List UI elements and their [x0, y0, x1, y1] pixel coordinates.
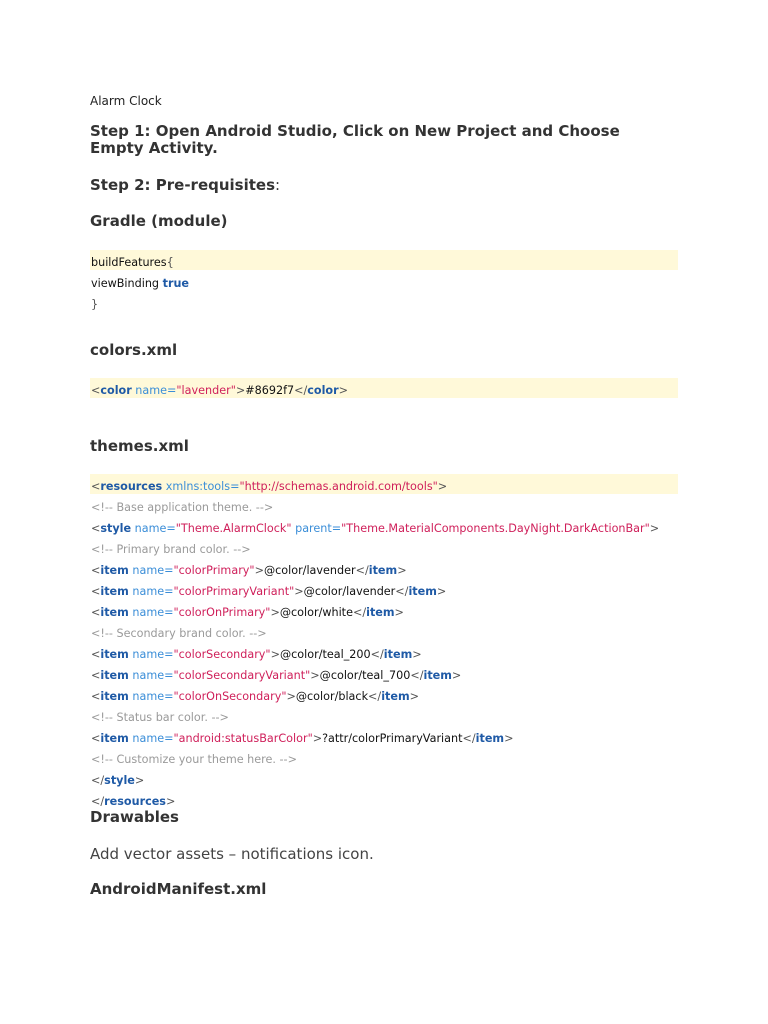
code-brace: }	[91, 298, 99, 311]
gradle-heading: Gradle (module)	[90, 212, 228, 230]
code-punct: >	[254, 564, 264, 577]
code-attr: name	[128, 585, 165, 598]
themes-item-line	[91, 648, 422, 662]
code-tag: item	[475, 732, 505, 745]
code-value: "lavender"	[176, 384, 236, 397]
code-punct: >	[409, 690, 420, 703]
code-punct: </	[368, 690, 382, 703]
step2-label: Step 2: Pre-requisites	[90, 176, 276, 194]
code-punct: >	[270, 606, 280, 619]
code-punct: <	[91, 606, 101, 619]
code-tag: resources	[100, 480, 163, 493]
code-value: "android:statusBarColor"	[173, 732, 313, 745]
code-tag: item	[366, 606, 395, 619]
code-eq: =	[164, 564, 174, 577]
code-punct: <	[91, 564, 101, 577]
themes-comment-status: <!-- Status bar color. -->	[91, 711, 229, 724]
code-eq: =	[331, 522, 342, 535]
code-punct: >	[451, 669, 462, 682]
drawables-heading: Drawables	[90, 808, 179, 826]
code-eq: =	[164, 606, 174, 619]
themes-item-line	[91, 585, 446, 599]
code-attr: name	[128, 690, 165, 703]
code-tag: item	[100, 564, 129, 577]
code-tag: item	[423, 669, 452, 682]
themes-item-line	[91, 690, 419, 704]
code-tag: item	[368, 564, 398, 577]
code-value: "http://schemas.android.com/tools"	[239, 480, 438, 493]
code-punct: >	[436, 585, 447, 598]
code-punct: >	[504, 732, 514, 745]
code-text: buildFeatures	[91, 256, 167, 269]
code-content: @color/lavender	[303, 585, 396, 598]
themes-item-line	[91, 669, 461, 683]
code-content: @color/teal_200	[279, 648, 371, 661]
code-punct: >	[312, 732, 323, 745]
code-punct: </	[294, 384, 308, 397]
code-punct: </	[370, 648, 384, 661]
themes-line-style-close	[91, 774, 144, 788]
code-punct: <	[91, 732, 101, 745]
themes-comment-base: <!-- Base application theme. -->	[91, 501, 274, 514]
colors-code-line	[91, 384, 348, 398]
code-punct: </	[410, 669, 424, 682]
code-attr: name	[128, 606, 165, 619]
code-punct: </	[352, 606, 367, 619]
step2-heading	[90, 176, 280, 194]
themes-item-line	[91, 606, 404, 620]
code-value: "colorSecondary"	[173, 648, 271, 661]
code-tag: item	[100, 669, 129, 682]
code-eq: =	[230, 480, 240, 493]
code-content: @color/black	[295, 690, 369, 703]
code-eq: =	[167, 384, 177, 397]
themes-line-resources-open	[91, 480, 447, 494]
code-tag: item	[100, 585, 129, 598]
code-attr: parent	[291, 522, 332, 535]
themes-heading: themes.xml	[90, 437, 189, 455]
code-punct: <	[91, 480, 101, 493]
gradle-code-highlight	[90, 250, 678, 270]
code-punct: >	[397, 564, 407, 577]
themes-line-style-open	[91, 522, 659, 536]
colors-heading: colors.xml	[90, 341, 178, 359]
code-punct: </	[91, 774, 105, 787]
code-eq: =	[164, 669, 174, 682]
code-content: @color/white	[279, 606, 353, 619]
code-punct: </	[355, 564, 369, 577]
code-value: "colorOnSecondary"	[173, 690, 287, 703]
code-tag: item	[383, 648, 413, 661]
themes-comment-primary: <!-- Primary brand color. -->	[91, 543, 251, 556]
code-punct: </	[395, 585, 409, 598]
themes-comment-customize: <!-- Customize your theme here. -->	[91, 753, 297, 766]
code-tag: style	[100, 522, 132, 535]
step2-colon: :	[275, 176, 281, 194]
themes-item-line	[91, 732, 513, 746]
drawables-text: Add vector assets – notifications icon.	[90, 845, 374, 863]
code-brace: {	[166, 256, 174, 269]
code-punct: >	[412, 648, 422, 661]
code-value: "colorSecondaryVariant"	[173, 669, 311, 682]
code-attr: name	[128, 669, 165, 682]
code-attr: name	[128, 648, 165, 661]
code-punct: >	[649, 522, 660, 535]
code-punct: <	[91, 585, 101, 598]
code-punct: <	[91, 648, 101, 661]
code-attr: name	[131, 384, 168, 397]
code-punct: <	[91, 522, 101, 535]
code-punct: >	[310, 669, 320, 682]
code-value: "colorPrimary"	[173, 564, 255, 577]
code-punct: >	[338, 384, 349, 397]
code-eq: =	[164, 648, 174, 661]
code-punct: >	[394, 606, 404, 619]
code-punct: <	[91, 669, 101, 682]
code-value: "colorPrimaryVariant"	[173, 585, 295, 598]
code-punct: >	[134, 774, 145, 787]
code-punct: <	[91, 690, 101, 703]
code-tag: item	[100, 648, 129, 661]
code-tag: item	[381, 690, 410, 703]
code-punct: >	[270, 648, 280, 661]
code-content: @color/teal_700	[319, 669, 411, 682]
code-content: @color/lavender	[263, 564, 356, 577]
code-punct: >	[286, 690, 296, 703]
step1-heading	[90, 123, 620, 157]
gradle-code-line-2	[91, 277, 189, 291]
code-value: "colorOnPrimary"	[173, 606, 271, 619]
code-punct: </	[91, 795, 105, 808]
code-value: "Theme.AlarmClock"	[175, 522, 292, 535]
step1-heading-line2: Empty Activity.	[90, 139, 218, 157]
code-punct: >	[294, 585, 304, 598]
code-content: ?attr/colorPrimaryVariant	[322, 732, 463, 745]
themes-comment-secondary: <!-- Secondary brand color. -->	[91, 627, 267, 640]
code-text: viewBinding	[91, 277, 163, 290]
code-content: #8692f7	[245, 384, 295, 397]
code-punct: >	[165, 795, 176, 808]
code-punct: >	[235, 384, 246, 397]
code-punct: >	[437, 480, 448, 493]
code-eq: =	[166, 522, 176, 535]
code-keyword: true	[162, 277, 190, 290]
code-tag: item	[100, 732, 129, 745]
code-tag: item	[100, 690, 129, 703]
code-tag: color	[307, 384, 339, 397]
code-eq: =	[164, 732, 174, 745]
document-title: Alarm Clock	[90, 94, 162, 108]
code-punct: </	[462, 732, 476, 745]
code-attr: name	[131, 522, 167, 535]
code-value: "Theme.MaterialComponents.DayNight.DarkActionBar"	[341, 522, 650, 535]
gradle-code-line-3	[91, 298, 98, 312]
code-attr: name	[128, 732, 165, 745]
code-tag: resources	[104, 795, 166, 808]
code-attr: xmlns:tools	[162, 480, 231, 493]
gradle-code-line-1	[91, 256, 174, 270]
code-tag: style	[104, 774, 135, 787]
code-punct: <	[91, 384, 101, 397]
code-eq: =	[164, 585, 174, 598]
manifest-heading: AndroidManifest.xml	[90, 880, 267, 898]
code-attr: name	[128, 564, 165, 577]
themes-line-resources-close	[91, 795, 175, 809]
themes-item-line	[91, 564, 407, 578]
code-tag: item	[100, 606, 129, 619]
code-tag: item	[408, 585, 437, 598]
code-tag: color	[100, 384, 132, 397]
step1-heading-line1: Step 1: Open Android Studio, Click on New Project and Choose	[90, 122, 620, 140]
code-eq: =	[164, 690, 174, 703]
